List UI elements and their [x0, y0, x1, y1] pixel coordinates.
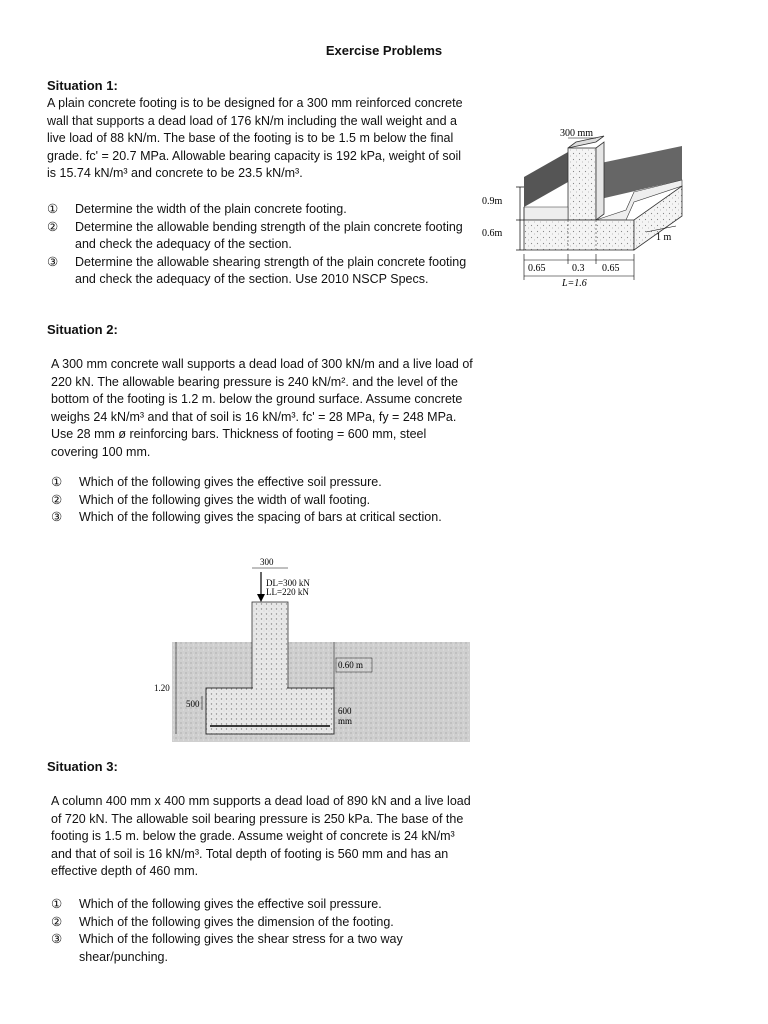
soil-left: [524, 152, 568, 207]
text-line: of 720 kN. The allowable soil bearing pressure is 250 kPa. The base of the: [51, 811, 464, 826]
dim-right: 0.65: [602, 263, 620, 274]
text-line: A column 400 mm x 400 mm supports a dead load of 890 kN and a live load: [51, 794, 471, 808]
question-item: [47, 254, 477, 289]
question-number: ②: [51, 492, 63, 507]
situation3-questions: [51, 896, 481, 966]
situation2-heading: Situation 2:: [47, 322, 118, 337]
question-item: [51, 509, 481, 527]
text-line: is 15.74 kN/m³ and concrete to be 23.5 kN/m³.: [47, 166, 303, 180]
question-text: Which of the following gives the effective soil pressure.: [79, 475, 382, 489]
wall-width-label: 300: [260, 557, 274, 567]
length-label: 1 m: [656, 232, 672, 243]
situation3-heading: Situation 3:: [47, 759, 118, 774]
text-line: wall that supports a dead load of 176 kN/m including the wall weight and a: [47, 113, 457, 128]
depth-footing-label: 0.6m: [482, 228, 503, 239]
question-item: [51, 914, 481, 932]
footing-thickness-label: 600: [338, 706, 352, 716]
question-text: Which of the following gives the dimension of the footing.: [79, 914, 394, 929]
total-depth-label: 1.20: [154, 683, 170, 693]
offset-label: 500: [186, 699, 200, 709]
page-title: Exercise Problems: [325, 43, 443, 58]
question-item: [51, 474, 481, 492]
text-line: effective depth of 460 mm.: [51, 864, 199, 878]
situation1-text: [47, 95, 477, 183]
situation3-text: [51, 793, 481, 881]
figure-wall-footing-isometric: [476, 122, 696, 292]
footing-thickness-unit: mm: [338, 716, 353, 726]
wall-thickness-label: 300 mm: [560, 128, 594, 139]
wall-side: [596, 142, 604, 220]
question-item: [51, 492, 481, 510]
situation1-questions: [47, 201, 477, 289]
wall-stem: [252, 602, 288, 696]
question-item: [51, 896, 481, 914]
question-number: ②: [47, 219, 59, 234]
situation2-text: [51, 356, 481, 461]
question-text: Which of the following gives the shear stress for a two way: [79, 932, 403, 946]
situation1-heading: Situation 1:: [47, 78, 118, 93]
dim-center: 0.3: [572, 263, 585, 274]
depth-top-label: 0.9m: [482, 196, 503, 207]
question-number: ①: [51, 475, 63, 489]
text-line: covering 100 mm.: [51, 444, 151, 459]
text-line: and that of soil is 16 kN/m³. Total depth of footing is 560 mm and has an: [51, 846, 449, 861]
soil-depth-label: 0.60 m: [338, 660, 364, 670]
question-text: Which of the following gives the width of wall footing.: [79, 492, 371, 507]
live-load-label: LL=220 kN: [266, 587, 309, 597]
text-line: A 300 mm concrete wall supports a dead load of 300 kN/m and a live load of: [51, 357, 473, 371]
text-line: footing is 1.5 m. below the grade. Assume weight of concrete is 24 kN/m³: [51, 829, 455, 843]
text-line: A plain concrete footing is to be designed for a 300 mm reinforced concrete: [47, 96, 463, 110]
question-text: and check the adequacy of the section.: [75, 237, 292, 251]
question-number: ③: [51, 932, 63, 946]
dead-load-label: DL=300 kN: [266, 578, 310, 588]
question-text: shear/punching.: [79, 949, 168, 964]
figure-wall-footing-section: [150, 552, 480, 747]
footing-front: [524, 220, 634, 250]
footing-base: [206, 688, 334, 734]
text-line: Use 28 mm ø reinforcing bars. Thickness of footing = 600 mm, steel: [51, 427, 427, 441]
question-text: and check the adequacy of the section. Use 2010 NSCP Specs.: [75, 272, 429, 286]
text-line: weighs 24 kN/m³ and that of soil is 16 kN/m³. fc' = 28 MPa, fy = 248 MPa.: [51, 409, 457, 424]
situation2-questions: [51, 474, 481, 527]
text-line: bottom of the footing is 1.2 m. below the ground surface. Assume concrete: [51, 392, 463, 406]
wall-front: [568, 148, 596, 220]
question-text: Determine the allowable shearing strength of the plain concrete footing: [75, 254, 467, 269]
text-line: grade. fc' = 20.7 MPa. Allowable bearing capacity is 192 kPa, weight of soil: [47, 148, 462, 163]
question-text: Which of the following gives the effective soil pressure.: [79, 897, 382, 911]
load-arrow-icon: [257, 594, 265, 602]
question-number: ③: [51, 510, 63, 524]
question-number: ①: [47, 202, 59, 216]
question-number: ①: [51, 897, 63, 911]
dim-left: 0.65: [528, 263, 546, 274]
question-text: Determine the allowable bending strength of the plain concrete footing: [75, 219, 463, 234]
question-number: ②: [51, 914, 63, 929]
total-width-label: L=1.6: [562, 278, 587, 289]
question-item: [47, 201, 477, 219]
text-line: live load of 88 kN/m. The base of the footing is to be 1.5 m below the final: [47, 131, 454, 145]
question-item: [47, 219, 477, 254]
question-number: ③: [47, 254, 59, 269]
question-item: [51, 931, 481, 966]
text-line: 220 kN. The allowable bearing pressure is 240 kN/m². and the level of the: [51, 374, 458, 389]
question-text: Determine the width of the plain concrete footing.: [75, 202, 347, 216]
question-text: Which of the following gives the spacing of bars at critical section.: [79, 510, 442, 524]
